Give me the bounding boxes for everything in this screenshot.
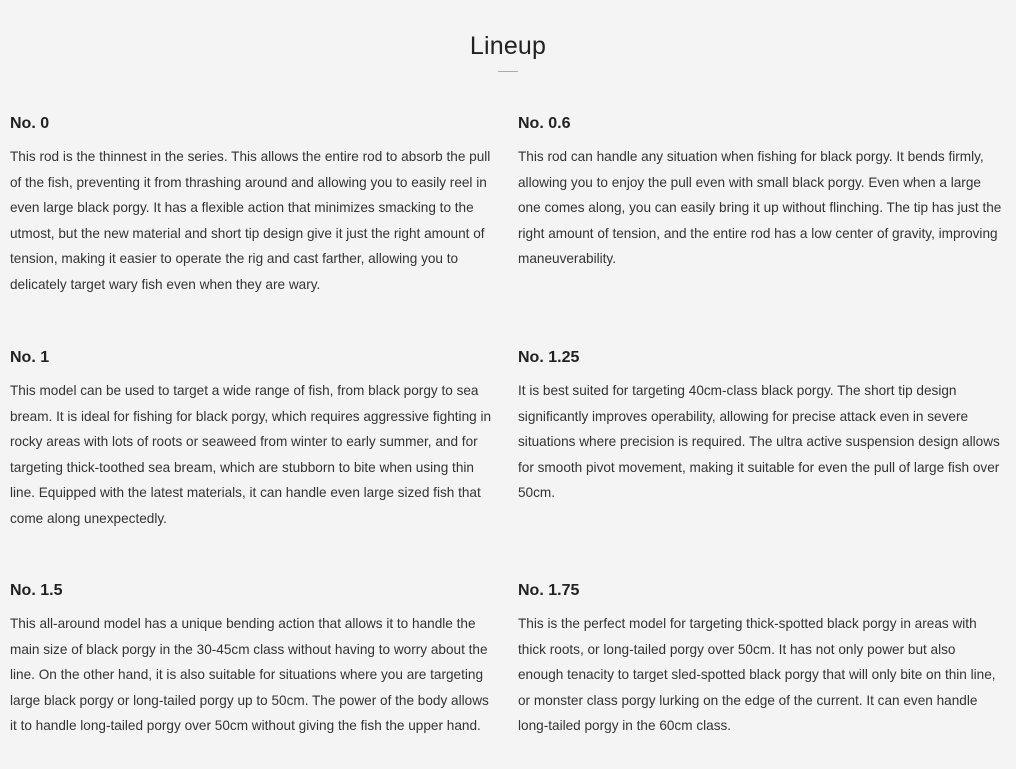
lineup-item-no-0-6 bbox=[518, 113, 1002, 347]
lineup-item-description: This rod can handle any situation when fishing for black porgy. It bends firmly, allowing you to enjoy the pull even with small black porgy. Even when a large one comes along, you can easily bring it up without flinching. The tip has just the right amount of tension, and the entire rod has a low center of gravity, improving maneuverability. bbox=[518, 149, 1002, 267]
lineup-item-title: No. 1 bbox=[10, 349, 50, 366]
lineup-item-description: This all-around model has a unique bending action that allows it to handle the main size of black porgy in the 30-45cm class without having to worry about the line. On the other hand, it is also suitable for situations where you are targeting large black porgy or long-tailed porgy up to 50cm. The power of the body allows it to handle long-tailed porgy over 50cm without giving the fish the upper hand. bbox=[10, 616, 489, 734]
lineup-item-no-1-5 bbox=[10, 580, 494, 740]
lineup-item-description: It is best suited for targeting 40cm-class black porgy. The short tip design significantly improves operability, allowing for precise attack even in severe situations where precision is required. The ultra active suspension design allows for smooth pivot movement, making it suitable for even the pull of large fish over 50cm. bbox=[518, 383, 1000, 501]
lineup-item-title: No. 0 bbox=[10, 115, 50, 132]
lineup-item-no-0 bbox=[10, 113, 494, 347]
title-divider bbox=[498, 71, 518, 72]
lineup-item-description: This is the perfect model for targeting thick-spotted black porgy in areas with thick roots, or long-tailed porgy over 50cm. It has not only power but also enough tenacity to target sled-spotted black porgy that will only bite on thin line, or monster class porgy lurking on the edge of the current. It can even handle long-tailed porgy in the 60cm class. bbox=[518, 616, 996, 734]
lineup-item-title: No. 1.5 bbox=[10, 582, 63, 599]
page-header bbox=[0, 30, 1016, 72]
lineup-item-no-1-25 bbox=[518, 347, 1002, 580]
lineup-item-no-1-75 bbox=[518, 580, 1002, 740]
lineup-item-description: This model can be used to target a wide range of fish, from black porgy to sea bream. It is ideal for fishing for black porgy, which requires aggressive fighting in rocky areas with lots of roots or seaweed from winter to early summer, and for targeting thick-toothed sea bream, which are stubborn to bite when using thin line. Equipped with the latest materials, it can handle even large sized fish that come along unexpectedly. bbox=[10, 383, 492, 526]
lineup-item-no-1 bbox=[10, 347, 494, 580]
lineup-grid bbox=[10, 113, 1010, 740]
page-title: Lineup bbox=[469, 32, 547, 60]
lineup-item-title: No. 0.6 bbox=[518, 115, 571, 132]
lineup-item-title: No. 1.75 bbox=[518, 582, 580, 599]
lineup-item-title: No. 1.25 bbox=[518, 349, 580, 366]
lineup-item-description: This rod is the thinnest in the series. This allows the entire rod to absorb the pull of the fish, preventing it from thrashing around and allowing you to easily reel in even large black porgy. It has a flexible action that minimizes smacking to the utmost, but the new material and short tip design give it just the right amount of tension, making it easier to operate the rig and cast farther, allowing you to delicately target wary fish even when they are wary. bbox=[10, 149, 491, 292]
